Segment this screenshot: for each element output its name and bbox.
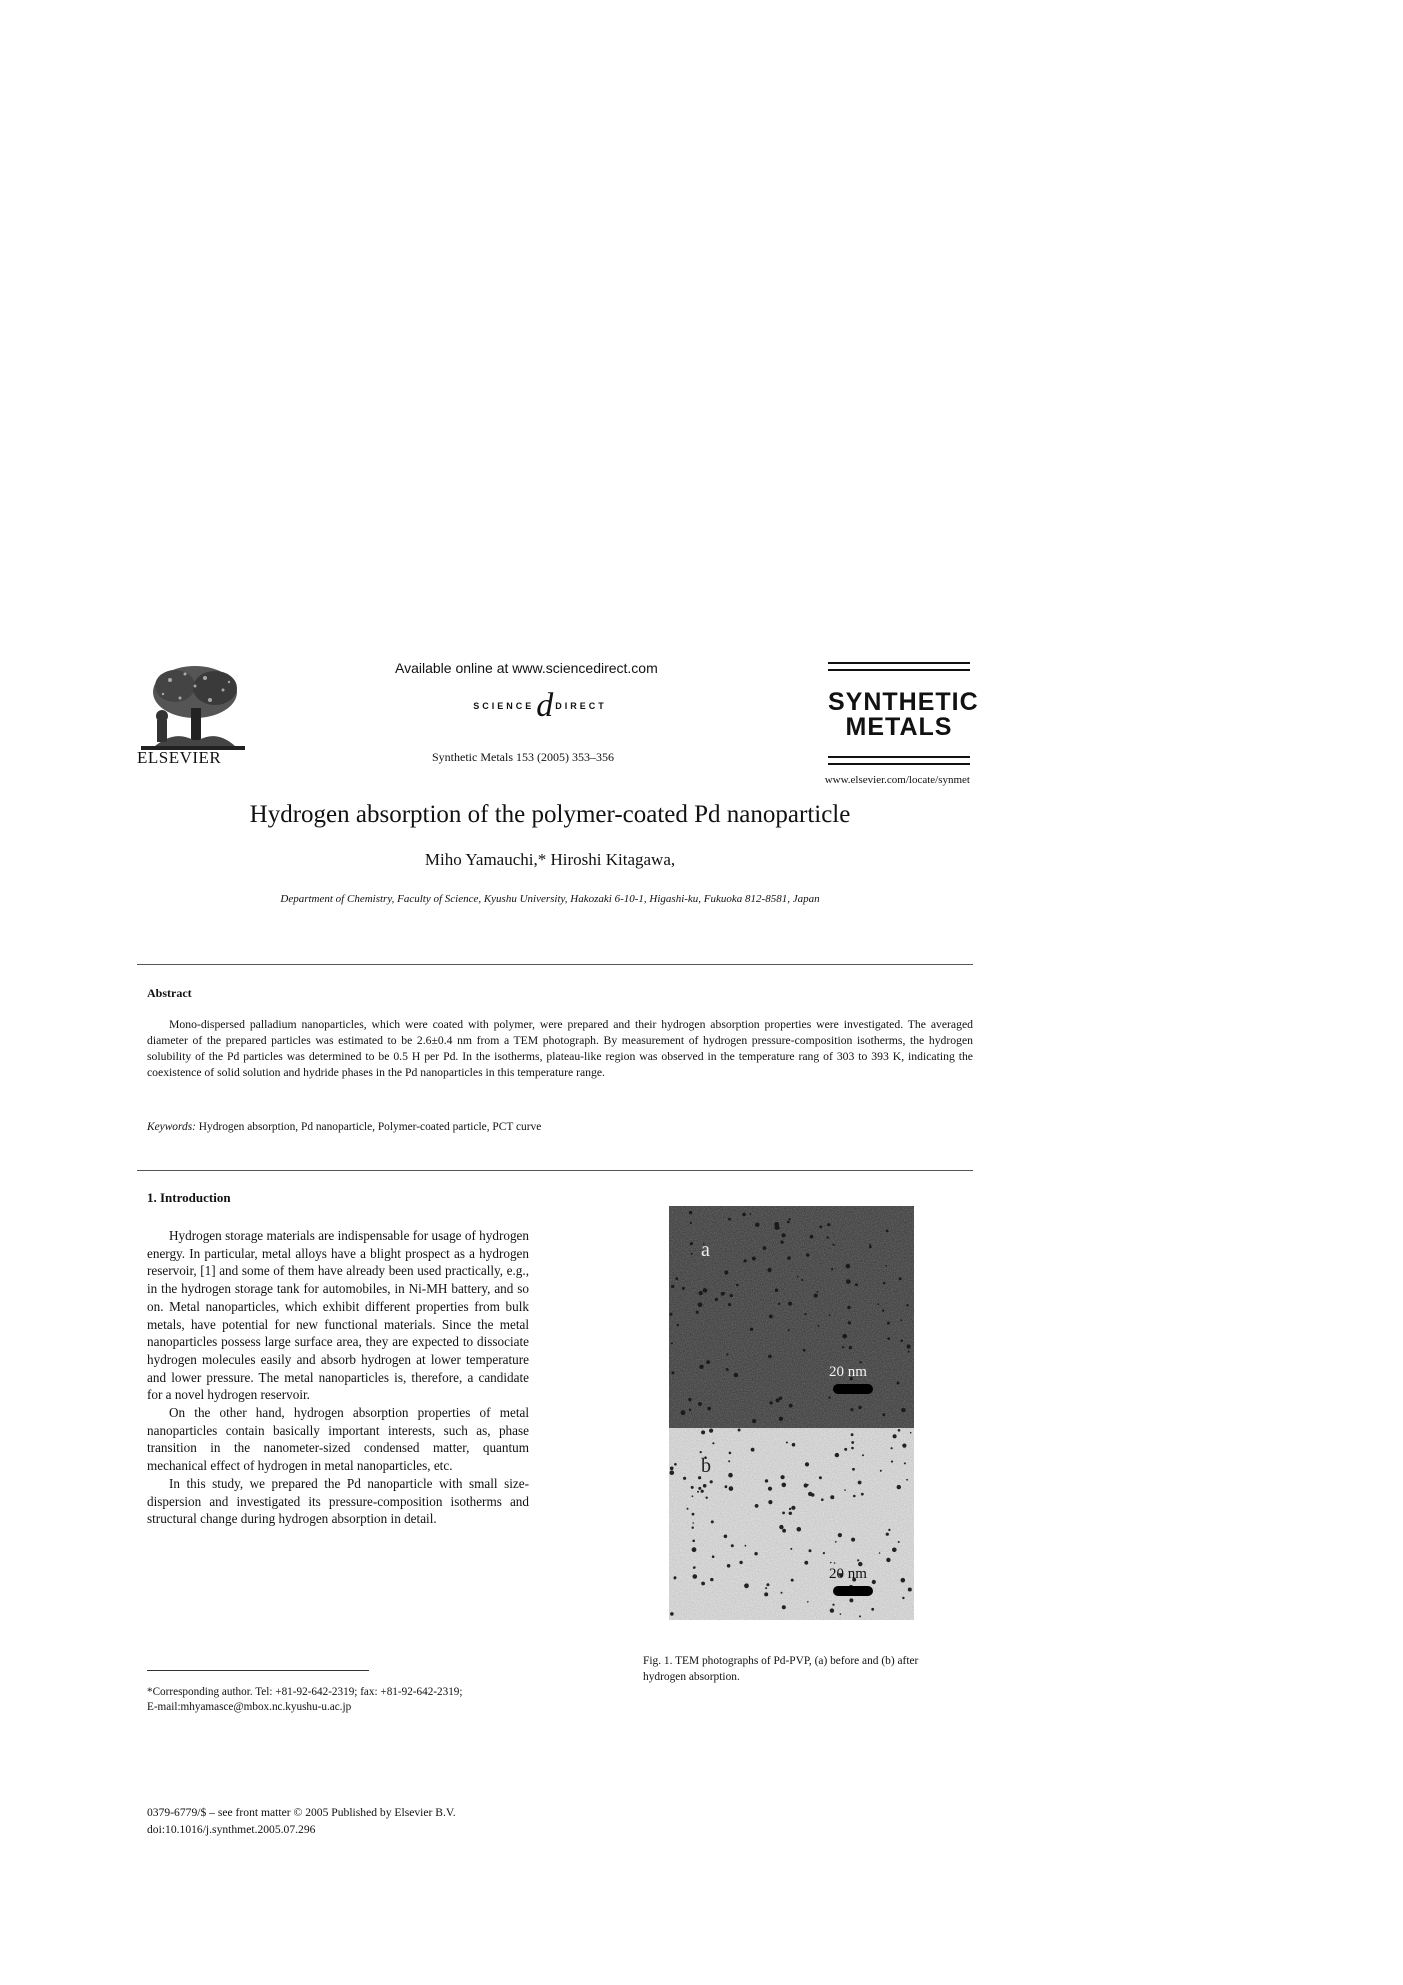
footnote-line-2: E-mail:mhyamasce@mbox.nc.kyushu-u.ac.jp	[147, 1701, 352, 1713]
nanoparticle-dot	[724, 1270, 728, 1274]
logo-rule	[828, 669, 970, 671]
nanoparticle-dot	[901, 1340, 904, 1343]
nanoparticle-dot	[700, 1451, 702, 1453]
nanoparticle-dot	[907, 1344, 911, 1348]
nanoparticle-dot	[801, 1279, 803, 1281]
nanoparticle-dot	[787, 1256, 791, 1260]
nanoparticle-dot	[886, 1230, 889, 1233]
nanoparticle-dot	[699, 1291, 703, 1295]
nanoparticle-dot	[670, 1612, 674, 1616]
nanoparticle-dot	[715, 1298, 718, 1301]
nanoparticle-dot	[788, 1302, 792, 1306]
synthetic-metals-logo	[828, 662, 979, 766]
nanoparticle-dot	[744, 1259, 747, 1262]
nanoparticle-dot	[742, 1213, 746, 1217]
nanoparticle-dot	[745, 1545, 747, 1547]
nanoparticle-dot	[877, 1303, 879, 1305]
nanoparticle-dot	[670, 1470, 675, 1475]
nanoparticle-dot	[727, 1564, 731, 1568]
nanoparticle-dot	[885, 1265, 887, 1267]
publisher-name: ELSEVIER	[137, 748, 222, 767]
nanoparticle-dot	[763, 1246, 767, 1250]
nanoparticle-dot	[674, 1463, 677, 1466]
intro-paragraph-1: Hydrogen storage materials are indispensable for usage of hydrogen energy. In particular, metal alloys have a blight prospect as a hydrogen reservoir, [1] and some of them have already been used practically, e.g., in the hydrogen storage tank for automobiles, in Ni-MH battery, and so on. Metal nanoparticles, which exhibit different properties from bulk metals, have potential for new functional materials. Since the metal nanoparticles possess large surface area, they are expected to dissociate hydrogen molecules easily and absorb hydrogen at lower temperature and lower pressure. The metal nanoparticles is, therefore, a candidate for a novel hydrogen reservoir.	[147, 1228, 529, 1403]
sd-right-text: DIRECT	[555, 701, 607, 711]
article-title: Hydrogen absorption of the polymer-coated Pd nanoparticle	[249, 801, 851, 828]
nanoparticle-dot	[832, 1244, 834, 1246]
nanoparticle-dot	[805, 1462, 809, 1466]
nanoparticle-dot	[750, 1328, 753, 1331]
logo-text-line1: SYNTHETIC	[828, 688, 979, 716]
journal-url: www.elsevier.com/locate/synmet	[824, 774, 970, 786]
nanoparticle-dot	[789, 1512, 792, 1515]
nanoparticle-dot	[792, 1443, 796, 1447]
nanoparticle-dot	[690, 1242, 693, 1245]
nanoparticle-dot	[671, 1285, 674, 1288]
nanoparticle-dot	[724, 1292, 726, 1294]
nanoparticle-dot	[712, 1555, 715, 1558]
nanoparticle-dot	[692, 1495, 694, 1497]
logo-rule	[828, 763, 970, 765]
nanoparticle-dot	[754, 1552, 757, 1555]
nanoparticle-dot	[817, 1291, 819, 1293]
nanoparticle-dot	[782, 1529, 786, 1533]
nanoparticle-dot	[819, 1476, 822, 1479]
nanoparticle-dot	[726, 1353, 728, 1355]
nanoparticle-dot	[797, 1527, 802, 1532]
nanoparticle-dot	[782, 1233, 786, 1237]
nanoparticle-dot	[728, 1218, 731, 1221]
abstract-paragraph: Mono-dispersed palladium nanoparticles, which were coated with polymer, were prepared and their hydrogen absorption properties were investigated. The averaged diameter of the prepared particles was estimated to be 2.6±0.4 nm from a TEM photograph. By measurement of hydrogen pressure-composition isotherms, the hydrogen solubility of the Pd particles was determined to be 0.5 H per Pd. In the isotherms, plateau-like region was observed in the temperature rang of 303 to 393 K, indicating the coexistence of solid solution and hydride phases in the Pd nanoparticles in this temperature range.	[147, 1018, 973, 1079]
nanoparticle-dot	[855, 1283, 858, 1286]
nanoparticle-dot	[883, 1282, 885, 1284]
nanoparticle-dot	[709, 1429, 713, 1433]
nanoparticle-dot	[706, 1360, 710, 1364]
nanoparticle-dot	[858, 1481, 862, 1485]
nanoparticle-dot	[830, 1495, 834, 1499]
footnote-rule	[147, 1670, 369, 1671]
nanoparticle-dot	[782, 1512, 785, 1515]
keywords-label: Keywords:	[147, 1121, 196, 1133]
nanoparticle-dot	[844, 1489, 846, 1491]
nanoparticle-dot	[670, 1313, 673, 1316]
nanoparticle-dot	[724, 1535, 728, 1539]
journal-citation: Synthetic Metals 153 (2005) 353–356	[432, 750, 614, 764]
nanoparticle-dot	[689, 1211, 692, 1214]
logo-rule	[828, 662, 970, 664]
logo-text-line2: METALS	[845, 713, 953, 741]
elsevier-tree-logo-icon	[135, 660, 250, 760]
nanoparticle-dot	[807, 1484, 809, 1486]
nanoparticle-dot	[797, 1276, 799, 1278]
figure-caption: Fig. 1. TEM photographs of Pd-PVP, (a) before and (b) after hydrogen absorption.	[643, 1655, 919, 1683]
logo-rule	[828, 756, 970, 758]
nanoparticle-dot	[851, 1538, 855, 1542]
nanoparticle-dot	[871, 1608, 874, 1611]
nanoparticle-dot	[829, 1314, 831, 1316]
panel-a-scale-bar	[833, 1384, 873, 1394]
nanoparticle-dot	[810, 1235, 814, 1239]
nanoparticle-dot	[830, 1562, 832, 1564]
nanoparticle-dot	[901, 1408, 905, 1412]
nanoparticle-dot	[808, 1492, 812, 1496]
nanoparticle-dot	[738, 1429, 741, 1432]
nanoparticle-dot	[882, 1413, 885, 1416]
nanoparticle-dot	[879, 1552, 881, 1554]
nanoparticle-dot	[789, 1404, 793, 1408]
nanoparticle-dot	[835, 1541, 837, 1543]
nanoparticle-dot	[697, 1491, 699, 1493]
keywords-line	[147, 1121, 973, 1133]
sd-left-text: SCIENCE	[473, 701, 535, 711]
nanoparticle-dot	[707, 1407, 711, 1411]
nanoparticle-dot	[869, 1244, 871, 1246]
nanoparticle-dot	[701, 1582, 705, 1586]
nanoparticle-dot	[726, 1368, 729, 1371]
available-online-text: Available online at www.sciencedirect.com	[395, 660, 658, 676]
nanoparticle-dot	[787, 1221, 790, 1224]
copyright-block	[147, 1804, 456, 1838]
nanoparticle-dot	[725, 1485, 728, 1488]
nanoparticle-dot	[851, 1433, 854, 1436]
nanoparticle-dot	[681, 1410, 686, 1415]
nanoparticle-dot	[688, 1398, 691, 1401]
nanoparticle-dot	[847, 1306, 850, 1309]
nanoparticle-dot	[786, 1442, 788, 1444]
section-heading: 1. Introduction	[147, 1190, 231, 1205]
nanoparticle-dot	[897, 1485, 901, 1489]
nanoparticle-dot	[703, 1484, 707, 1488]
nanoparticle-dot	[729, 1486, 734, 1491]
nanoparticle-dot	[690, 1222, 692, 1224]
nanoparticle-dot	[712, 1442, 714, 1444]
intro-paragraph-2: On the other hand, hydrogen absorption properties of metal nanoparticles contain basically important interests, such as, phase transition in the nanometer-sized condensed matter, quantum mechanical effect of hydrogen in metal nanoparticles, etc.	[147, 1405, 529, 1474]
nanoparticle-dot	[857, 1559, 859, 1561]
nanoparticle-dot	[698, 1487, 701, 1490]
nanoparticle-dot	[893, 1434, 897, 1438]
nanoparticle-dot	[858, 1406, 861, 1409]
nanoparticle-dot	[830, 1608, 834, 1612]
nanoparticle-dot	[908, 1351, 910, 1353]
panel-a-scale-text: 20 nm	[829, 1364, 867, 1380]
nanoparticle-dot	[823, 1552, 825, 1554]
sciencedirect-logo	[420, 686, 660, 726]
nanoparticle-dot	[739, 1561, 742, 1564]
nanoparticle-dot	[677, 1324, 679, 1326]
nanoparticle-dot	[768, 1355, 772, 1359]
keywords-list: Hydrogen absorption, Pd nanoparticle, Polymer-coated particle, PCT curve	[198, 1121, 542, 1133]
intro-paragraph-3: In this study, we prepared the Pd nanoparticle with small size-dispersion and investigated its pressure-composition isotherms and structural change during hydrogen absorption in detail.	[147, 1475, 529, 1527]
nanoparticle-dot	[835, 1453, 839, 1457]
nanoparticle-dot	[832, 1604, 834, 1606]
nanoparticle-dot	[699, 1365, 703, 1369]
nanoparticle-dot	[698, 1402, 702, 1406]
nanoparticle-dot	[692, 1527, 694, 1529]
nanoparticle-dot	[819, 1225, 822, 1228]
nanoparticle-dot	[711, 1520, 714, 1523]
nanoparticle-dot	[779, 1525, 783, 1529]
nanoparticle-dot	[788, 1329, 790, 1331]
abstract-heading: Abstract	[147, 986, 192, 1000]
nanoparticle-dot	[899, 1277, 902, 1280]
nanoparticle-dot	[880, 1470, 882, 1472]
nanoparticle-dot	[755, 1223, 759, 1227]
nanoparticle-dot	[789, 1508, 791, 1510]
nanoparticle-dot	[691, 1253, 693, 1255]
author-affiliation: Department of Chemistry, Faculty of Science, Kyushu University, Hakozaki 6-10-1, Higashi-ku, Fukuoka 812-8581, Japan	[280, 893, 820, 905]
nanoparticle-dot	[818, 1325, 820, 1327]
nanoparticle-dot	[730, 1294, 733, 1297]
nanoparticle-dot	[671, 1342, 673, 1344]
nanoparticle-dot	[769, 1315, 773, 1319]
nanoparticle-dot	[752, 1257, 756, 1261]
nanoparticle-dot	[891, 1447, 893, 1449]
nanoparticle-dot	[902, 1444, 906, 1448]
nanoparticle-dot	[831, 1268, 833, 1270]
intro-column	[147, 1227, 529, 1528]
nanoparticle-dot	[696, 1311, 699, 1314]
nanoparticle-dot	[766, 1583, 769, 1586]
nanoparticle-dot	[904, 1462, 906, 1464]
nanoparticle-dot	[846, 1279, 851, 1284]
nanoparticle-dot	[851, 1441, 854, 1444]
nanoparticle-dot	[764, 1592, 768, 1596]
nanoparticle-dot	[910, 1432, 912, 1434]
nanoparticle-dot	[672, 1371, 675, 1374]
nanoparticle-dot	[736, 1284, 739, 1287]
nanoparticle-dot	[765, 1587, 767, 1589]
panel-b-scale-text: 20 nm	[829, 1566, 867, 1582]
nanoparticle-dot	[701, 1490, 704, 1493]
nanoparticle-dot	[687, 1508, 689, 1510]
nanoparticle-dot	[850, 1408, 853, 1411]
nanoparticle-dot	[869, 1246, 872, 1249]
abstract-bottom-rule	[137, 1170, 973, 1171]
nanoparticle-dot	[887, 1337, 890, 1340]
nanoparticle-dot	[744, 1583, 749, 1588]
nanoparticle-dot	[886, 1558, 890, 1562]
nanoparticle-dot	[768, 1487, 772, 1491]
nanoparticle-dot	[791, 1506, 795, 1510]
nanoparticle-dot	[693, 1566, 695, 1568]
nanoparticle-dot	[768, 1268, 772, 1272]
nanoparticle-dot	[851, 1447, 854, 1450]
nanoparticle-dot	[888, 1529, 890, 1531]
nanoparticle-dot	[729, 1452, 732, 1455]
nanoparticle-dot	[887, 1322, 890, 1325]
nanoparticle-dot	[897, 1382, 900, 1385]
panel-b-scale-bar	[833, 1586, 873, 1596]
nanoparticle-dot	[728, 1303, 731, 1306]
nanoparticle-dot	[848, 1321, 851, 1324]
nanoparticle-dot	[755, 1504, 759, 1508]
nanoparticle-dot	[731, 1544, 734, 1547]
nanoparticle-dot	[906, 1479, 908, 1481]
nanoparticle-dot	[804, 1313, 806, 1315]
nanoparticle-dot	[779, 1417, 783, 1421]
nanoparticle-dot	[706, 1497, 708, 1499]
nanoparticle-dot	[804, 1561, 808, 1565]
nanoparticle-dot	[749, 1213, 751, 1215]
nanoparticle-dot	[891, 1460, 893, 1462]
nanoparticle-dot	[852, 1468, 855, 1471]
nanoparticle-dot	[849, 1598, 853, 1602]
tem-figure	[669, 1206, 914, 1620]
nanoparticle-dot	[807, 1601, 809, 1603]
nanoparticle-dot	[828, 1396, 830, 1398]
nanoparticle-dot	[791, 1579, 794, 1582]
nanoparticle-dot	[692, 1540, 695, 1543]
nanoparticle-dot	[898, 1541, 900, 1543]
nanoparticle-dot	[821, 1498, 824, 1501]
nanoparticle-dot	[842, 1346, 844, 1348]
nanoparticle-dot	[788, 1218, 790, 1220]
nanoparticle-dot	[908, 1588, 912, 1592]
nanoparticle-dot	[778, 1303, 780, 1305]
nanoparticle-dot	[842, 1334, 847, 1339]
corresponding-author-footnote	[147, 1685, 577, 1715]
nanoparticle-dot	[775, 1289, 778, 1292]
nanoparticle-dot	[774, 1222, 779, 1227]
nanoparticle-dot	[675, 1277, 678, 1280]
doi-line: doi:10.1016/j.synthmet.2005.07.296	[147, 1823, 316, 1836]
nanoparticle-dot	[840, 1613, 842, 1615]
nanoparticle-dot	[701, 1430, 705, 1434]
nanoparticle-dot	[752, 1419, 756, 1423]
panel-b-label: b	[701, 1455, 711, 1477]
nanoparticle-dot	[898, 1429, 901, 1432]
nanoparticle-dot	[853, 1495, 856, 1498]
nanoparticle-dot	[781, 1592, 783, 1594]
nanoparticle-dot	[892, 1548, 897, 1553]
nanoparticle-dot	[827, 1223, 830, 1226]
nanoparticle-dot	[698, 1303, 703, 1308]
nanoparticle-dot	[809, 1549, 812, 1552]
nanoparticle-dot	[882, 1309, 884, 1311]
nanoparticle-dot	[844, 1448, 847, 1451]
nanoparticle-dot	[692, 1547, 697, 1552]
nanoparticle-dot	[674, 1578, 676, 1580]
nanoparticle-dot	[834, 1562, 836, 1564]
nanoparticle-dot	[728, 1473, 733, 1478]
nanoparticle-dot	[782, 1605, 786, 1609]
nanoparticle-dot	[806, 1253, 809, 1256]
nanoparticle-dot	[734, 1373, 738, 1377]
abstract-text	[147, 1017, 973, 1081]
nanoparticle-dot	[751, 1448, 755, 1452]
nanoparticle-dot	[900, 1319, 902, 1321]
nanoparticle-dot	[692, 1513, 695, 1516]
copyright-line: 0379-6779/$ – see front matter © 2005 Published by Elsevier B.V.	[147, 1806, 456, 1819]
nanoparticle-dot	[827, 1236, 829, 1238]
nanoparticle-dot	[670, 1467, 674, 1471]
panel-a-label: a	[701, 1239, 710, 1261]
nanoparticle-dot	[728, 1460, 730, 1462]
nanoparticle-dot	[814, 1294, 818, 1298]
nanoparticle-dot	[691, 1486, 694, 1489]
nanoparticle-dot	[781, 1241, 784, 1244]
nanoparticle-dot	[689, 1409, 691, 1411]
article-authors: Miho Yamauchi,* Hiroshi Kitagawa,	[424, 850, 676, 869]
nanoparticle-dot	[768, 1500, 772, 1504]
nanoparticle-dot	[886, 1533, 889, 1536]
nanoparticle-dot	[846, 1264, 851, 1269]
nanoparticle-dot	[765, 1479, 768, 1482]
nanoparticle-dot	[693, 1574, 698, 1579]
sd-at-glyph: d	[536, 687, 554, 724]
nanoparticle-dot	[859, 1615, 861, 1617]
nanoparticle-dot	[790, 1548, 792, 1550]
nanoparticle-dot	[901, 1578, 906, 1583]
nanoparticle-dot	[872, 1580, 876, 1584]
nanoparticle-dot	[781, 1475, 785, 1479]
nanoparticle-dot	[902, 1597, 904, 1599]
nanoparticle-dot	[861, 1493, 864, 1496]
nanoparticle-dot	[703, 1288, 708, 1293]
nanoparticle-dot	[838, 1533, 842, 1537]
nanoparticle-dot	[769, 1401, 772, 1404]
nanoparticle-dot	[710, 1578, 713, 1581]
nanoparticle-dot	[692, 1522, 694, 1524]
nanoparticle-dot	[803, 1349, 806, 1352]
nanoparticle-dot	[862, 1454, 864, 1456]
nanoparticle-dot	[849, 1346, 852, 1349]
nanoparticle-dot	[776, 1398, 780, 1402]
footnote-line-1: *Corresponding author. Tel: +81-92-642-2319; fax: +81-92-642-2319;	[147, 1686, 463, 1698]
nanoparticle-dot	[683, 1477, 686, 1480]
abstract-top-rule	[137, 964, 973, 965]
nanoparticle-dot	[906, 1304, 908, 1306]
nanoparticle-dot	[710, 1480, 713, 1483]
nanoparticle-dot	[782, 1483, 787, 1488]
nanoparticle-dot	[682, 1287, 685, 1290]
